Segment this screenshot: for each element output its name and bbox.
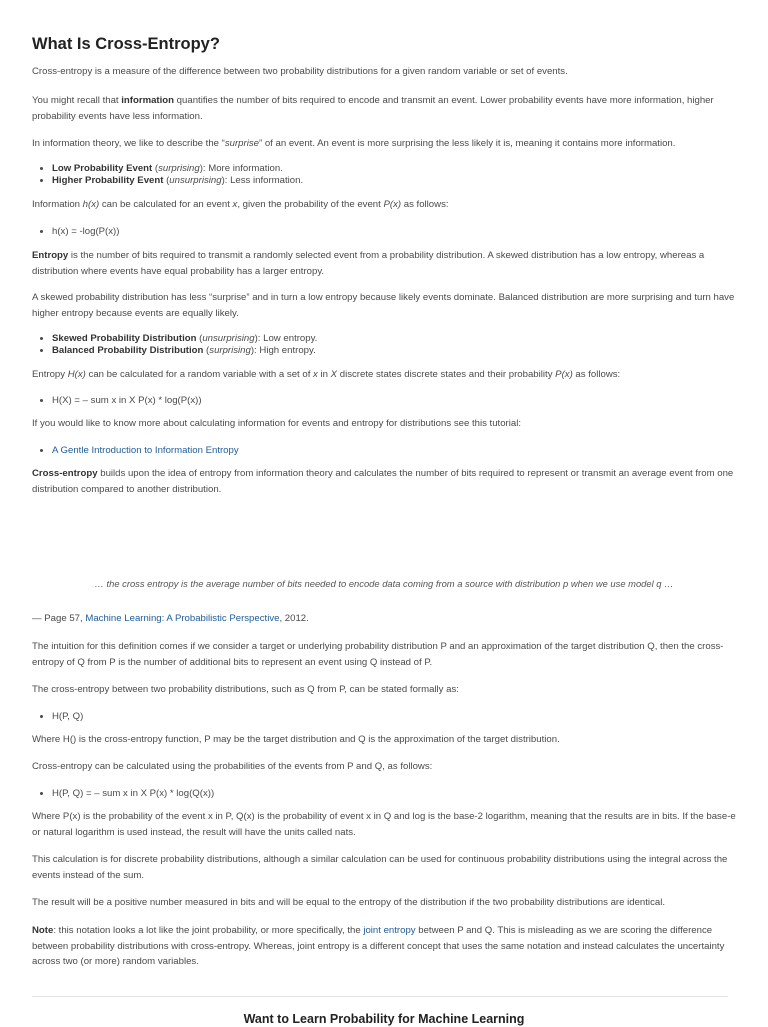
paragraph-note: Note: this notation looks a lot like the joint probability, or more specifically, the joint entropy between P and Q. This is misleading as we are scoring the difference between probability distributions with cross-entropy. Whereas, joint entropy is a different concept that uses the same notation and instead calculates the uncertainty across two (or more) random variables. [32, 925, 725, 967]
formula-information [32, 224, 736, 240]
event-probability-list [32, 163, 736, 186]
list-item: • Skewed Probability Distribution (unsurprising): Low entropy. [52, 333, 736, 345]
list-item [52, 443, 736, 459]
tutorial-link[interactable]: A Gentle Introduction to Information Entropy [52, 445, 239, 456]
paragraph-where-px: Where P(x) is the probability of the event x in P, Q(x) is the probability of event x in Q and log is the base-2 logarithm, meaning that the results are in bits. If the base-e or natural logarithm is used instead, the result will have the units called nats. [32, 811, 736, 838]
citation: — Page 57, Machine Learning: A Probabilistic Perspective, 2012. [32, 613, 309, 624]
paragraph-formal: The cross-entropy between two probability distributions, such as Q from P, can be stated formally as: [32, 684, 459, 695]
tutorial-links [32, 443, 736, 459]
cta-heading: Want to Learn Probability for Machine Learning [243, 1012, 525, 1026]
list-item: • H(P, Q) = – sum x in X P(x) * log(Q(x)) [52, 786, 736, 802]
section-divider [32, 996, 728, 997]
paragraph-entropy: Entropy is the number of bits required to transmit a randomly selected event from a probability distribution. A skewed distribution has a low entropy, whereas a distribution where events have equal probability has a larger entropy. [32, 250, 705, 277]
list-item: • H(X) = – sum x in X P(x) * log(P(x)) [52, 393, 736, 409]
list-item: • H(P, Q) [52, 709, 736, 725]
formula-cross-entropy-notation [32, 709, 736, 725]
joint-entropy-link[interactable]: joint entropy [363, 925, 416, 936]
distribution-list [32, 333, 736, 356]
paragraph-cross-entropy: Cross-entropy builds upon the idea of entropy from information theory and calculates the number of bits required to represent or transmit an average event from one distribution compared to another distribution. [32, 468, 734, 495]
paragraph-entropy-formula-intro: Entropy H(x) can be calculated for a random variable with a set of x in X discrete states discrete states and their probability P(x) as follows: [32, 369, 621, 380]
list-item: • Balanced Probability Distribution (surprising): High entropy. [52, 345, 736, 357]
paragraph-calculated: Cross-entropy can be calculated using the probabilities of the events from P and Q, as follows: [32, 761, 433, 772]
list-item: • h(x) = -log(P(x)) [52, 224, 736, 240]
book-link[interactable]: Machine Learning: A Probabilistic Perspective [85, 613, 280, 624]
blockquote: … the cross entropy is the average number of bits needed to encode data coming from a source with distribution p when we use model q … [94, 578, 674, 589]
paragraph-information: You might recall that information quantifies the number of bits required to encode and transmit an event. Lower probability events have more information, higher probability events have less information. [32, 95, 714, 122]
page-title: What Is Cross-Entropy? [32, 35, 220, 53]
paragraph-discrete: This calculation is for discrete probability distributions, although a similar calculation can be used for continuous probability distributions using the integral across the events instead of the sum. [32, 854, 728, 881]
paragraph-skewed: A skewed probability distribution has less “surprise” and in turn a low entropy because likely events dominate. Balanced distribution are more surprising and turn have higher entropy because events are equally likely. [32, 292, 735, 319]
list-item: • Higher Probability Event (unsurprising): Less information. [52, 175, 736, 187]
paragraph-result: The result will be a positive number measured in bits and will be equal to the entropy of the distribution if the two probability distributions are identical. [32, 897, 665, 908]
formula-entropy [32, 393, 736, 409]
paragraph-where-h: Where H() is the cross-entropy function, P may be the target distribution and Q is the approximation of the target distribution. [32, 734, 560, 745]
paragraph-intuition: The intuition for this definition comes if we consider a target or underlying probability distribution P and an approximation of the target distribution Q, then the cross-entropy of Q from P is the number of additional bits to represent an event using Q instead of P. [32, 641, 724, 668]
paragraph-tutorial: If you would like to know more about calculating information for events and entropy for distributions see this tutorial: [32, 418, 522, 429]
paragraph-surprise: In information theory, we like to describe the “surprise” of an event. An event is more surprising the less likely it is, meaning it contains more information. [32, 138, 676, 149]
paragraph-information-formula-intro: Information h(x) can be calculated for an event x, given the probability of the event P(x) as follows: [32, 199, 449, 210]
list-item: • Low Probability Event (surprising): More information. [52, 163, 736, 175]
formula-cross-entropy [32, 786, 736, 802]
paragraph-definition: Cross-entropy is a measure of the difference between two probability distributions for a given random variable or set of events. [32, 66, 568, 77]
